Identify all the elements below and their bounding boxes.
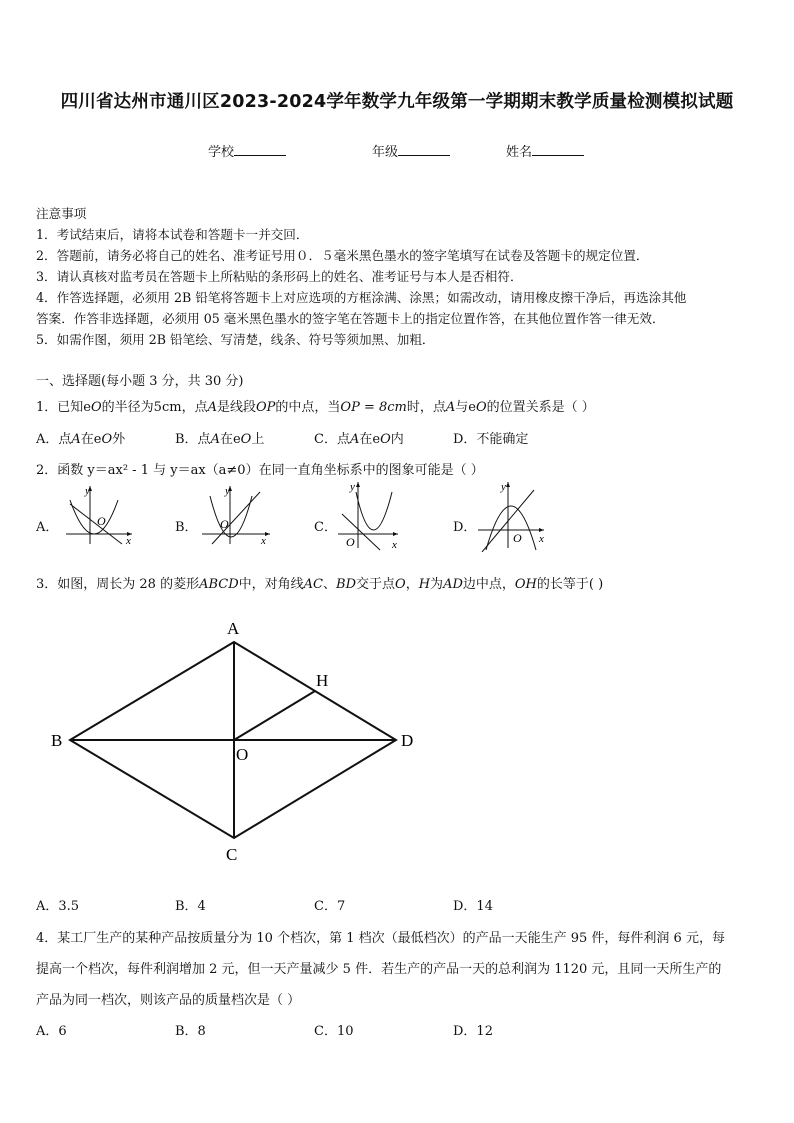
question-3-stem <box>36 573 603 592</box>
q4-option-a[interactable]: A．6 <box>36 1024 67 1039</box>
q1-var-a: A <box>445 400 456 415</box>
notice-heading: 注意事项 <box>36 206 87 221</box>
q1-option-d[interactable]: D．不能确定 <box>453 432 529 447</box>
y-axis-arrow <box>356 482 360 487</box>
notice-item: 1．考试结束后，请将本试卷和答题卡一并交回． <box>36 227 309 242</box>
q1-var-a: A <box>71 432 81 447</box>
opt-text: 在 <box>80 432 94 447</box>
vertex-a-label: A <box>227 619 240 638</box>
q3-var-ac: AC <box>303 577 323 592</box>
q1-var-o: O <box>240 432 252 447</box>
q1-text: 的中点，当 <box>275 400 341 415</box>
school-blank <box>234 143 286 156</box>
q3-text: 中，对角线 <box>238 577 304 592</box>
q4-option-b[interactable]: B．8 <box>175 1024 206 1039</box>
y-label: y <box>501 481 506 493</box>
origin-label: O <box>220 517 229 531</box>
x-label: x <box>126 535 131 547</box>
opt-text: 外 <box>112 432 126 447</box>
q4-option-c[interactable]: C．10 <box>314 1024 354 1039</box>
q1-var-a: A <box>349 432 360 447</box>
question-1-stem <box>36 396 595 415</box>
name-field <box>506 141 584 160</box>
circle-symbol: e <box>93 432 102 447</box>
opt-text: 在 <box>219 432 233 447</box>
q1-text: ，点 <box>181 400 208 415</box>
notice-item: 答案．作答非选择题，必须用 05 毫米黑色墨水的签字笔在答题卡上的指定位置作答，在其他位置作答一律无效． <box>36 311 665 326</box>
section-heading: 一、选择题(每小题 3 分，共 30 分) <box>36 374 244 389</box>
q2-graph-a[interactable] <box>60 482 140 548</box>
notice-item: 4．作答选择题，必须用 2B 铅笔将答题卡上对应选项的方框涂满、涂黑；如需改动，请用橡皮擦干净后，再选涂其他 <box>36 290 687 305</box>
q1-equation: OP = 8cm <box>340 400 407 415</box>
q2-graph-d[interactable] <box>476 478 556 552</box>
x-label: x <box>261 535 266 547</box>
parabola-curve <box>356 492 392 530</box>
q3-text: 、 <box>323 577 337 592</box>
q3-text: 的长等于( ) <box>536 577 604 592</box>
q1-option-a[interactable] <box>36 428 125 447</box>
q1-option-b[interactable] <box>175 428 264 447</box>
question-2-stem: 2．函数 y＝ax² - 1 与 y＝ax（a≠0）在同一直角坐标系中的图象可能是（ ） <box>36 463 484 478</box>
q3-var-h: H <box>418 577 431 592</box>
question-4-line: 产品为同一档次，则该产品的质量档次是（ ） <box>36 993 301 1008</box>
vertex-c-label: C <box>226 845 238 864</box>
q3-var-abcd: ABCD <box>199 577 239 592</box>
q1-var-o: O <box>90 400 102 415</box>
y-label: y <box>350 481 355 493</box>
school-label: 学校 <box>208 145 235 160</box>
notice-item: 5．如需作图，须用 2B 铅笔绘、写清楚，线条、符号等须加黑、加粗． <box>36 332 435 347</box>
q3-option-b[interactable]: B．4 <box>175 899 206 914</box>
q3-var-o: O <box>395 577 406 592</box>
q4-option-d[interactable]: D．12 <box>453 1024 493 1039</box>
notice-item: 2．答题前，请务必将自己的姓名、准考证号用０．５毫米黑色墨水的签字笔填写在试卷及答题卡的规定位置． <box>36 248 649 263</box>
q1-option-c[interactable] <box>314 428 404 447</box>
q3-option-d[interactable]: D．14 <box>453 899 493 914</box>
x-axis-arrow <box>393 532 398 536</box>
grade-label: 年级 <box>372 145 399 160</box>
origin-label: O <box>97 514 106 528</box>
question-4-line: 提高一个档次，每件利润增加 2 元，但一天产量减少 5 件．若生产的产品一天的总利润为 1120 元，且同一天所生产的 <box>36 962 722 977</box>
q3-text: ， <box>405 577 419 592</box>
q1-var-o: O <box>380 432 391 447</box>
grade-field <box>372 141 450 160</box>
point-o-label: O <box>236 745 249 764</box>
q2-graph-c[interactable] <box>336 478 408 552</box>
vertex-d-label: D <box>401 731 414 750</box>
q1-radius: 5cm <box>153 400 182 415</box>
q1-var-a: A <box>210 432 220 447</box>
origin-label: O <box>513 531 522 545</box>
q1-text: 1．已知 <box>36 400 84 415</box>
q3-option-c[interactable]: C．7 <box>314 899 346 914</box>
parabola-curve <box>70 500 118 534</box>
q2-option-d-label[interactable]: D． <box>453 520 477 535</box>
parabola-curve <box>486 506 536 550</box>
q1-text: 是线段 <box>216 400 256 415</box>
rhombus-figure <box>40 612 430 872</box>
circle-symbol: e <box>468 400 476 415</box>
opt-text: 在 <box>359 432 373 447</box>
opt-text: 内 <box>390 432 404 447</box>
q3-text: 交于点 <box>356 577 396 592</box>
q1-var-o: O <box>101 432 113 447</box>
name-label: 姓名 <box>506 145 533 160</box>
x-axis-arrow <box>539 528 544 532</box>
circle-symbol: e <box>83 400 91 415</box>
q1-var-o: O <box>475 400 487 415</box>
notice-item: 3．请认真核对监考员在答题卡上所粘贴的条形码上的姓名、准考证号与本人是否相符． <box>36 269 523 284</box>
q2-option-b-label[interactable]: B． <box>175 520 198 535</box>
q1-var-op: OP <box>255 400 276 415</box>
opt-text: A．点 <box>36 432 72 447</box>
grade-blank <box>398 143 450 156</box>
x-label: x <box>539 533 544 545</box>
q1-text: 的位置关系是（ ） <box>486 400 595 415</box>
q1-text: 的半径为 <box>101 400 154 415</box>
q2-graph-b[interactable] <box>198 482 278 548</box>
q2-option-a-label[interactable]: A． <box>36 520 59 535</box>
q3-text: 边中点， <box>462 577 515 592</box>
opt-text: B．点 <box>175 432 211 447</box>
circle-symbol: e <box>372 432 381 447</box>
q3-text: 为 <box>430 577 444 592</box>
q1-var-a: A <box>207 400 217 415</box>
x-label: x <box>392 539 397 551</box>
q3-var-bd: BD <box>336 577 356 592</box>
name-blank <box>532 143 584 156</box>
y-label: y <box>85 485 90 497</box>
opt-text: C．点 <box>314 432 350 447</box>
y-axis-arrow <box>506 482 510 487</box>
q3-var-ad: AD <box>443 577 463 592</box>
parabola-curve <box>210 496 252 537</box>
segment-oh <box>234 691 315 740</box>
q3-var-oh: OH <box>514 577 537 592</box>
q3-text: 3．如图，周长为 28 的菱形 <box>36 577 200 592</box>
opt-text: 上 <box>251 432 265 447</box>
school-field <box>208 141 286 160</box>
q1-text: 与 <box>455 400 469 415</box>
q3-option-a[interactable]: A．3.5 <box>36 899 80 914</box>
y-label: y <box>225 485 230 497</box>
exam-title: 四川省达州市通川区2023-2024学年数学九年级第一学期期末教学质量检测模拟试题 <box>60 92 734 112</box>
question-4-line: 4．某工厂生产的某种产品按质量分为 10 个档次，第 1 档次（最低档次）的产品一天能生产 95 件，每件利润 6 元，每 <box>36 931 725 946</box>
origin-label: O <box>346 535 355 549</box>
q2-option-c-label[interactable]: C． <box>314 520 337 535</box>
q1-text: 时，点 <box>406 400 446 415</box>
vertex-b-label: B <box>51 731 63 750</box>
circle-symbol: e <box>232 432 241 447</box>
point-h-label: H <box>316 671 329 690</box>
